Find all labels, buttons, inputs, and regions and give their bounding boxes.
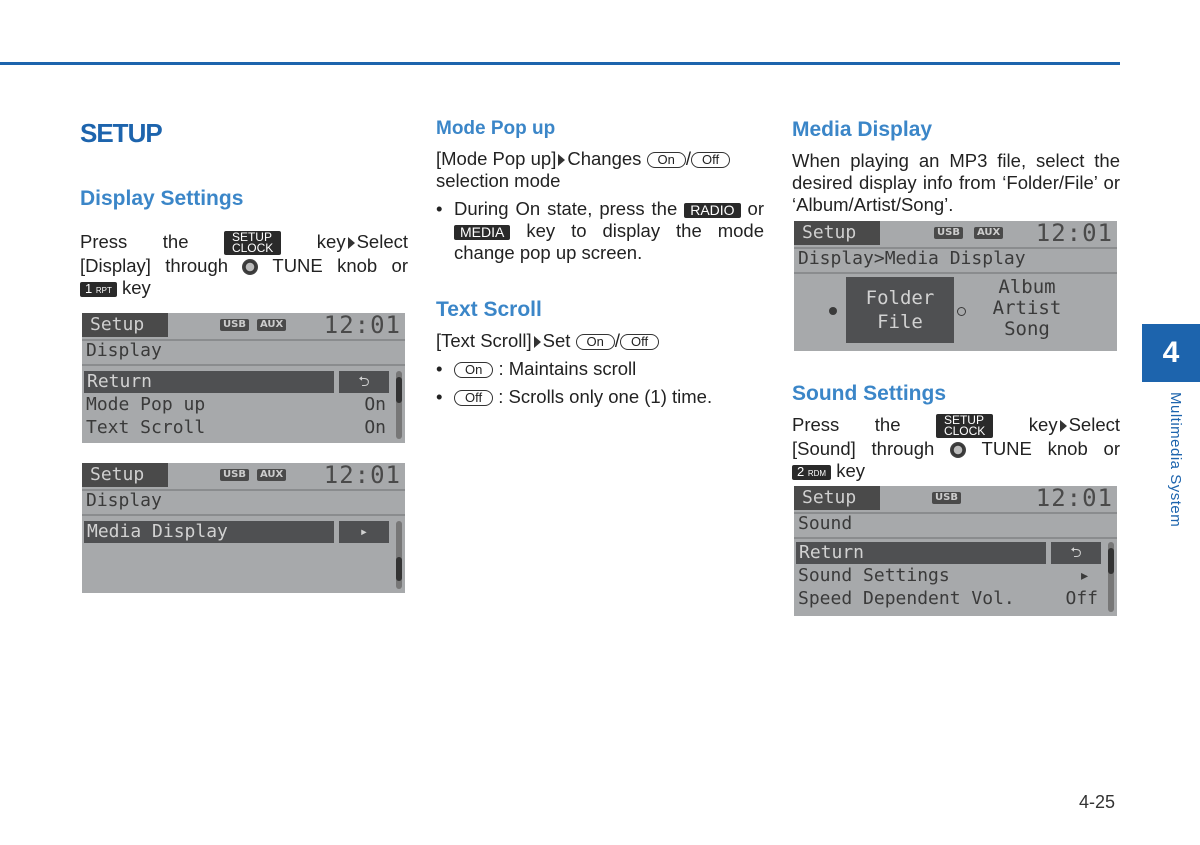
tune-knob-icon <box>950 442 966 458</box>
text: [Sound] through <box>792 438 935 460</box>
usb-badge: USB <box>934 227 963 239</box>
text: Select <box>1068 414 1121 435</box>
section-title: SETUP <box>80 118 162 148</box>
radio-unselected-icon[interactable] <box>957 307 966 316</box>
chevron-right-icon: ▸ <box>1079 565 1090 586</box>
text: Press the <box>80 231 189 252</box>
key-label-bottom: CLOCK <box>943 424 986 439</box>
menu-item-return[interactable]: Return <box>796 542 1046 564</box>
text: TUNE knob or <box>981 438 1120 460</box>
key-sub: RPT <box>95 285 112 295</box>
page-number: 4-25 <box>1079 792 1116 812</box>
menu-item-return[interactable]: Return <box>84 371 334 393</box>
screen-title: Setup <box>82 313 168 337</box>
mode-popup-line1: [Mode Pop up] Changes On / Off <box>436 148 764 170</box>
scrollbar-thumb[interactable] <box>1108 548 1114 574</box>
display-screen-2 <box>82 463 405 593</box>
text <box>1029 414 1120 435</box>
breadcrumb: Display <box>86 490 162 511</box>
chapter-label: Multimedia System <box>1167 392 1184 528</box>
sound-settings-line1 <box>792 414 1120 438</box>
menu-item-sound-settings[interactable] <box>798 565 1098 587</box>
setup-clock-key <box>224 231 281 255</box>
radio-key: RADIO <box>684 203 740 218</box>
text-scroll-list <box>436 358 764 408</box>
aux-badge: AUX <box>257 469 286 481</box>
key-label-bottom: CLOCK <box>231 241 274 256</box>
row-value: On <box>364 394 386 415</box>
text: key <box>316 231 346 252</box>
mode-popup-heading: Mode Pop up <box>436 118 556 139</box>
row-label: Mode Pop up <box>86 394 206 415</box>
sound-screen <box>794 486 1117 616</box>
text: [Text Scroll] <box>436 330 532 351</box>
arrow-icon <box>1060 420 1067 432</box>
text: key to display the mode change pop up screen. <box>454 220 765 263</box>
usb-badge: USB <box>932 492 961 504</box>
text: : Scrolls only one (1) time. <box>498 386 713 407</box>
text <box>242 255 408 276</box>
text: key <box>1028 414 1058 435</box>
clock: 12:01 <box>323 313 401 339</box>
column-left <box>80 118 408 299</box>
text-scroll-line1: [Text Scroll] Set On / Off <box>436 330 764 352</box>
divider <box>82 364 405 366</box>
text-scroll-heading: Text Scroll <box>436 298 542 321</box>
display-settings-line3 <box>80 277 408 299</box>
text: : Maintains scroll <box>498 358 637 379</box>
media-display-screen <box>794 221 1117 351</box>
setup-clock-key <box>936 414 993 438</box>
off-pill: Off <box>691 152 730 168</box>
text: Select <box>356 231 409 252</box>
on-pill: On <box>454 362 493 378</box>
media-key: MEDIA <box>454 225 510 240</box>
media-display-heading: Media Display <box>792 118 933 141</box>
row-value: Off <box>1065 588 1098 609</box>
sound-settings-heading: Sound Settings <box>792 382 946 405</box>
text: During On state, press the <box>454 198 678 219</box>
key-sub: RDM <box>807 468 827 478</box>
screen-title: Setup <box>794 221 880 245</box>
chevron-right-icon[interactable]: ▸ <box>339 521 389 543</box>
mode-popup-list <box>436 198 764 264</box>
row-value: On <box>364 417 386 438</box>
text <box>317 231 408 252</box>
text: Press the <box>792 414 901 435</box>
list-item <box>436 386 764 408</box>
text: key <box>122 277 151 299</box>
aux-badge: AUX <box>257 319 286 331</box>
mode-popup-line2: selection mode <box>436 170 561 191</box>
screen-title: Setup <box>82 463 168 487</box>
menu-item-speed-dependent-vol[interactable] <box>798 588 1098 610</box>
key-number: 1 <box>85 280 93 296</box>
clock: 12:01 <box>1035 486 1113 512</box>
display-settings-line1 <box>80 231 408 255</box>
on-pill: On <box>576 334 615 350</box>
option-folder-file[interactable] <box>846 277 954 343</box>
option-label: File <box>877 311 923 333</box>
menu-item-mode-pop-up[interactable] <box>86 394 386 416</box>
arrow-icon <box>558 154 565 166</box>
divider <box>794 272 1117 274</box>
breadcrumb: Display <box>86 340 162 361</box>
option-label: Song <box>1004 318 1050 340</box>
text: Changes <box>567 148 642 169</box>
option-label: Folder <box>865 287 935 309</box>
text: TUNE knob or <box>272 255 408 277</box>
usb-badge: USB <box>220 469 249 481</box>
menu-item-text-scroll[interactable] <box>86 417 386 439</box>
return-icon[interactable]: ⮌ <box>1051 542 1101 564</box>
text: or <box>747 198 764 219</box>
top-rule <box>0 62 1120 65</box>
off-pill: Off <box>620 334 659 350</box>
arrow-icon <box>534 336 541 348</box>
column-right <box>792 118 1120 216</box>
radio-selected-icon[interactable] <box>829 307 837 315</box>
text: [Display] through <box>80 255 229 277</box>
clock: 12:01 <box>323 463 401 489</box>
arrow-icon <box>348 237 355 249</box>
scrollbar-thumb[interactable] <box>396 377 402 403</box>
display-settings-line2 <box>80 255 408 277</box>
clock: 12:01 <box>1035 221 1113 247</box>
menu-item-media-display[interactable]: Media Display <box>84 521 334 543</box>
usb-badge: USB <box>220 319 249 331</box>
option-label: Album <box>998 276 1056 298</box>
breadcrumb: Display>Media Display <box>798 248 1026 269</box>
sound-settings-line3 <box>792 460 1120 482</box>
option-label: Artist <box>992 297 1062 319</box>
row-label: Speed Dependent Vol. <box>798 588 1015 609</box>
display-settings-heading: Display Settings <box>80 187 244 210</box>
tune-knob-icon <box>242 259 258 275</box>
text <box>950 438 1120 459</box>
option-album-artist-song[interactable] <box>972 277 1082 340</box>
scrollbar-thumb[interactable] <box>396 557 402 581</box>
list-item <box>436 358 764 380</box>
key-label-top: SETUP <box>231 230 272 245</box>
key-label-top: SETUP <box>943 413 984 428</box>
text: key <box>836 460 866 482</box>
screen-title: Setup <box>794 486 880 510</box>
key-number: 2 <box>797 463 805 479</box>
sound-settings-line2 <box>792 438 1120 460</box>
column-middle <box>436 118 764 408</box>
text: Set <box>542 330 571 351</box>
aux-badge: AUX <box>974 227 1003 239</box>
row-label: Text Scroll <box>86 417 206 438</box>
list-item <box>436 198 764 264</box>
off-pill: Off <box>454 390 493 406</box>
sound-settings-section <box>792 382 1120 482</box>
display-screen-1 <box>82 313 405 443</box>
breadcrumb: Sound <box>798 513 853 534</box>
preset-2-key <box>792 465 831 480</box>
divider <box>82 514 405 516</box>
media-display-text: When playing an MP3 file, select the desired display info from ‘Folder/File’ or ‘Album/Artist/Song’. <box>792 150 1120 215</box>
row-label: Sound Settings <box>798 565 950 586</box>
chapter-tab: 4 <box>1142 324 1200 382</box>
divider <box>794 537 1117 539</box>
preset-1-key <box>80 282 117 297</box>
text: [Mode Pop up] <box>436 148 557 169</box>
on-pill: On <box>647 152 686 168</box>
return-icon[interactable]: ⮌ <box>339 371 389 393</box>
